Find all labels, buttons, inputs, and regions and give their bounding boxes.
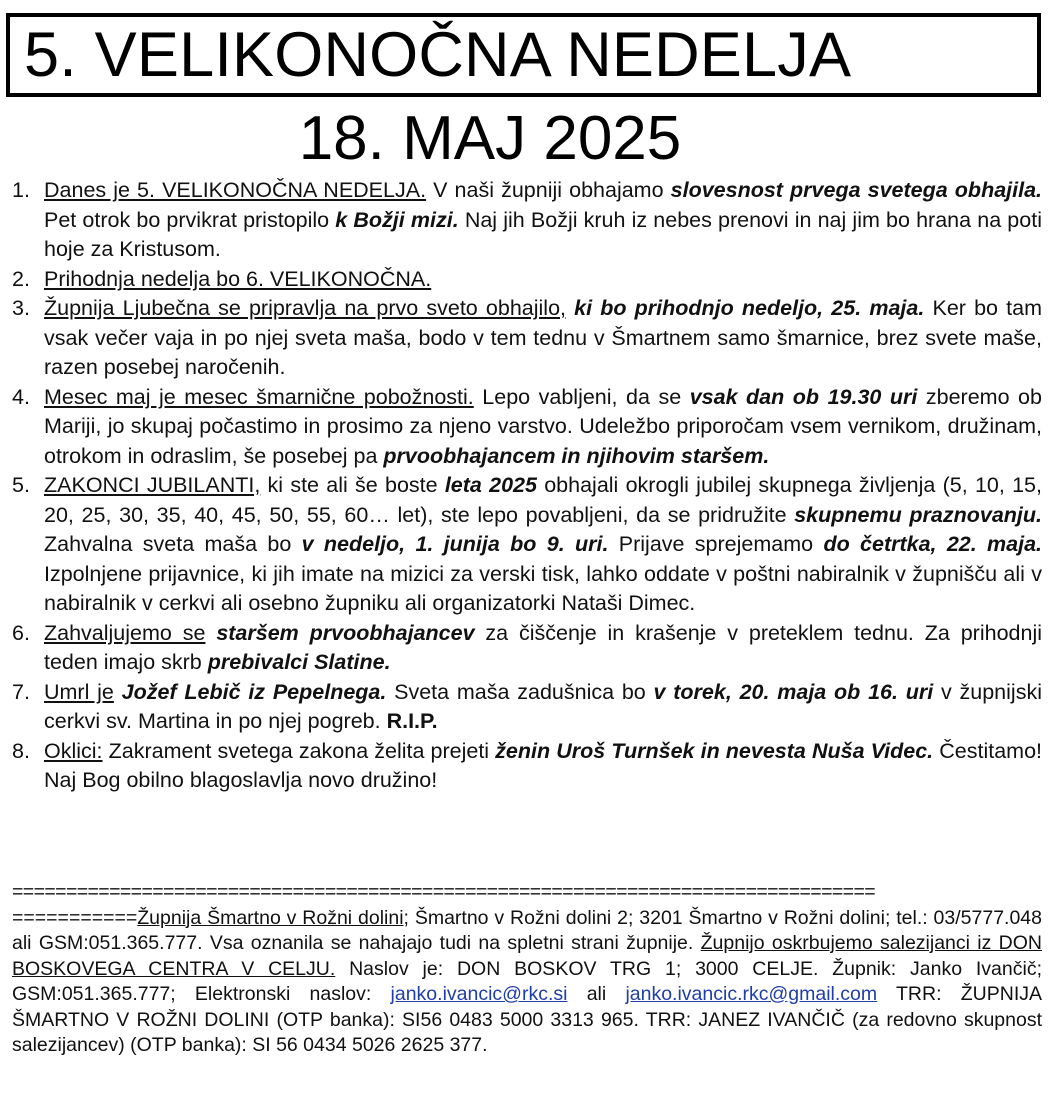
item-text: Lepo vabljeni, da se [473,384,690,409]
email-link-rkc[interactable]: janko.ivancic@rkc.si [390,983,568,1005]
item-heading: Zahvaljujemo se [44,620,206,645]
announcement-5 [12,471,1042,619]
item-text: Izpolnjene prijavnice, ki jih imate na mizici za verski tisk, lahko oddate v poštni nabiralnik v župnišču ali v nabiralnik v cerkvi ali osebno župniku ali organizatorki Nataši Dimec. [44,561,1042,615]
item-heading: Župnija Ljubečna se pripravlja na prvo sveto obhajilo, [44,296,566,320]
title-box [6,13,1041,97]
announcement-8 [12,737,1042,796]
page-title: 5. VELIKONOČNA NEDELJA [24,19,852,90]
item-emphasis: leta 2025 [444,473,537,497]
announcements-list [12,176,1042,796]
item-heading: Umrl je [44,679,114,704]
announcement-3 [12,294,1042,383]
item-number: 2. [12,266,30,291]
item-text: V naši župniji obhajamo [426,178,671,202]
contact-info: Naslov je: DON BOSKOV TRG 1; 3000 CELJE. Župnik: Janko Ivančič; GSM:051.365.777; Elektronski naslov: [12,957,1042,1005]
item-number: 4. [12,384,30,409]
parish-address: Šmartno v Rožni dolini 2; 3201 Šmartno v Rožni dolini; tel.: 03/5777.048 ali GSM:051.365.777. [12,906,1042,954]
item-text: Naj jih Božji kruh iz nebes prenovi in naj jim bo hrana na poti hoje za Kristusom. [44,207,1042,261]
email-link-gmail[interactable]: janko.ivancic.rkc@gmail.com [625,983,878,1005]
announcement-7 [12,678,1042,737]
item-number: 1. [12,178,30,202]
item-text [114,680,122,704]
footer [12,880,1042,1059]
item-heading: Prihodnja nedelja bo 6. VELIKONOČNA. [44,266,432,291]
item-text: za čiščenje in krašenje v preteklem tednu. Za prihodnji teden imajo skrb [44,620,1042,674]
item-text: Sveta maša zadušnica bo [386,679,654,704]
item-number: 3. [12,296,30,320]
footer-text [12,906,1042,1059]
item-emphasis: ženin Uroš Turnšek in nevesta Nuša Videc. [495,738,934,763]
item-number: 8. [12,738,30,763]
item-emphasis: do četrtka, 22. maja. [823,532,1043,556]
item-text: Zahvalna sveta maša bo [44,532,302,556]
announcement-6 [12,619,1042,678]
item-emphasis: vsak dan ob 19.30 uri [689,384,918,409]
item-heading: Danes je 5. VELIKONOČNA NEDELJA. [44,178,427,202]
item-heading: Mesec maj je mesec šmarnične pobožnosti. [44,384,474,409]
announcement-1 [12,176,1042,265]
item-text: Prijave sprejemamo [608,532,824,556]
item-text: Zakrament svetega zakona želita prejeti [102,738,496,763]
item-text: Pet otrok bo prvikrat pristopilo [44,207,336,232]
item-text: zberemo ob Mariji, jo skupaj počastimo in prosimo za njeno varstvo. Udeležbo priporočam vsem vernikom, družinam, otrokom in odraslim, še posebej pa [44,384,1042,468]
item-number: 6. [12,620,30,645]
item-heading: ZAKONCI JUBILANTI, [44,473,261,497]
separator-lead: =========== [12,906,138,929]
item-number: 7. [12,679,30,704]
parish-name: Župnija Šmartno v Rožni dolini; [137,906,409,929]
announcement-2 [12,265,1042,295]
item-emphasis: staršem prvoobhajancev [216,620,475,645]
item-text: v župnijski cerkvi sv. Martina in po njej pogreb. [44,679,1042,733]
item-text: ki ste ali še boste [260,473,445,497]
item-emphasis: v nedeljo, 1. junija bo 9. uri. [301,532,609,556]
separator-line: ================================================================================ [12,881,876,903]
item-text [205,621,216,645]
item-emphasis: prvoobhajancem in njihovim staršem. [383,443,770,468]
or-text: ali [567,983,626,1005]
item-emphasis: skupnemu praznovanju. [794,502,1042,527]
item-emphasis: Jožef Lebič iz Pepelnega. [121,679,387,704]
item-text: obhajali okrogli jubilej skupnega življenja (5, 10, 15, 20, 25, 30, 35, 40, 45, 50, 55, 60… let), ste lepo povabljeni, da se pridružite [44,473,1042,527]
item-text: Čestitamo! Naj Bog obilno blagoslavlja novo družino! [44,738,1042,792]
item-emphasis: slovesnost prvega svetega obhajila. [670,178,1043,202]
bank-info: TRR: ŽUPNIJA ŠMARTNO V ROŽNI DOLINI (OTP banka): SI56 0483 5000 3313 965. TRR: JANEZ IVANČIČ (za redovno skupnost salezijancev) (OTP banka): SI 56 0434 5026 2625 377. [12,983,1042,1056]
item-emphasis: k Božji mizi. [335,207,459,232]
item-emphasis: prebivalci Slatine. [207,650,391,674]
announcement-4 [12,383,1042,472]
item-text: Ker bo tam vsak večer vaja in po njej sveta maša, bodo v tem tednu v Šmartnem samo šmarnice, brez svete maše, razen posebej naročenih. [44,296,1042,379]
item-emphasis: v torek, 20. maja ob 16. uri [653,679,934,704]
item-number: 5. [12,473,30,497]
item-bold: R.I.P. [386,709,438,733]
item-emphasis: ki bo prihodnjo nedeljo, 25. maja. [566,296,925,320]
web-note: Vsa oznanila se nahajajo tudi na spletni strani župnije. [202,932,701,954]
salesians-note: Župnijo oskrbujemo salezijanci iz DON BOSKOVEGA CENTRA V CELJU. [12,932,1043,980]
page-date: 18. MAJ 2025 [298,104,682,173]
item-heading: Oklici: [44,738,103,763]
